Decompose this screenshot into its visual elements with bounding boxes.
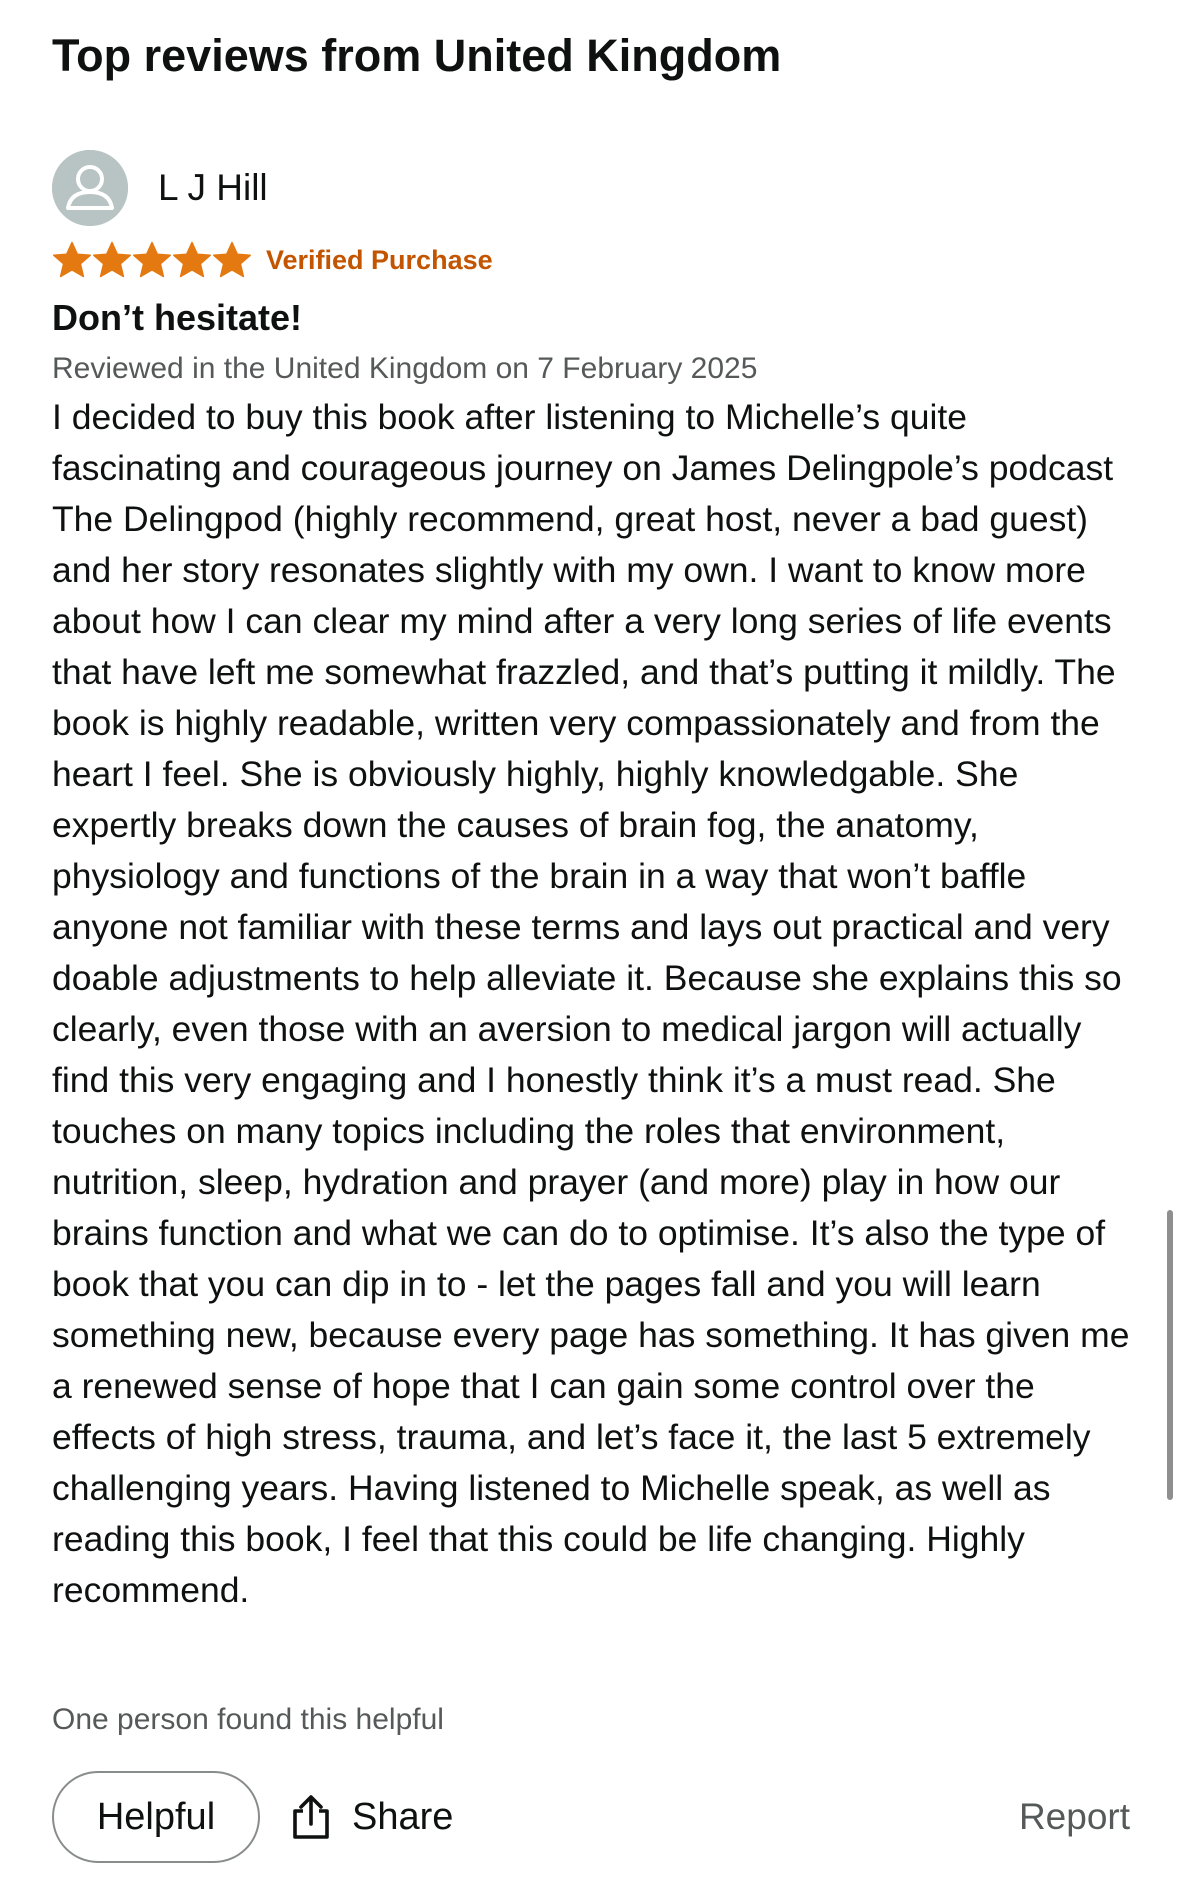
helpful-button[interactable]: Helpful bbox=[52, 1771, 260, 1863]
reviewer-name: L J Hill bbox=[158, 167, 268, 208]
share-button[interactable] bbox=[290, 1771, 453, 1863]
star-filled-icon bbox=[92, 241, 132, 279]
review-title[interactable]: Don’t hesitate! bbox=[52, 297, 303, 338]
user-avatar-icon bbox=[52, 150, 128, 226]
star-filled-icon bbox=[172, 241, 212, 279]
review-card bbox=[52, 150, 1130, 1616]
section-title: Top reviews from United Kingdom bbox=[52, 30, 782, 81]
star-rating[interactable] bbox=[52, 241, 252, 279]
review-date: Reviewed in the United Kingdom on 7 February 2025 bbox=[52, 352, 758, 385]
reviewer-profile[interactable] bbox=[52, 150, 1127, 226]
report-link[interactable]: Report bbox=[1018, 1796, 1130, 1837]
review-body: I decided to buy this book after listening to Michelle’s quite fascinating and courageous journey on James Delingpole’s podcast The Delingpod (highly recommend, great host, never a bad guest) and her story resonates slightly with my own. I want to know more about how I can clear my mind after a very long series of life events that have left me somewhat frazzled, and that’s putting it mildly. The book is highly readable, written very compassionately and from the heart I feel. She is obviously highly, highly knowledgable. She expertly breaks down the causes of brain fog, the anatomy, physiology and functions of the brain in a way that won’t baffle anyone not familiar with these terms and lays out practical and very doable adjustments to help alleviate it. Because she explains this so clearly, even those with an aversion to medical jargon will actually find this very engaging and I honestly think it’s a must read. She touches on many topics including the roles that environment, nutrition, sleep, hydration and prayer (and more) play in how our brains function and what we can do to optimise. It’s also the type of book that you can dip in to - let the pages fall and you will learn something new, because every page has something. It has given me a renewed sense of hope that I can gain some control over the effects of high stress, trauma, and let’s face it, the last 5 extremely challenging years. Having listened to Michelle speak, as well as reading this book, I feel that this could be life changing. Highly recommend. bbox=[52, 397, 1130, 1610]
star-filled-icon bbox=[132, 241, 172, 279]
share-label: Share bbox=[352, 1795, 454, 1838]
verified-purchase-badge[interactable]: Verified Purchase bbox=[266, 245, 493, 275]
rating-row bbox=[52, 240, 1127, 280]
review-actions bbox=[52, 1771, 1132, 1867]
share-icon bbox=[290, 1794, 332, 1840]
star-filled-icon bbox=[52, 241, 92, 279]
scrollbar[interactable] bbox=[1167, 1210, 1173, 1500]
helpful-count: One person found this helpful bbox=[52, 1703, 444, 1736]
star-filled-icon bbox=[212, 241, 252, 279]
